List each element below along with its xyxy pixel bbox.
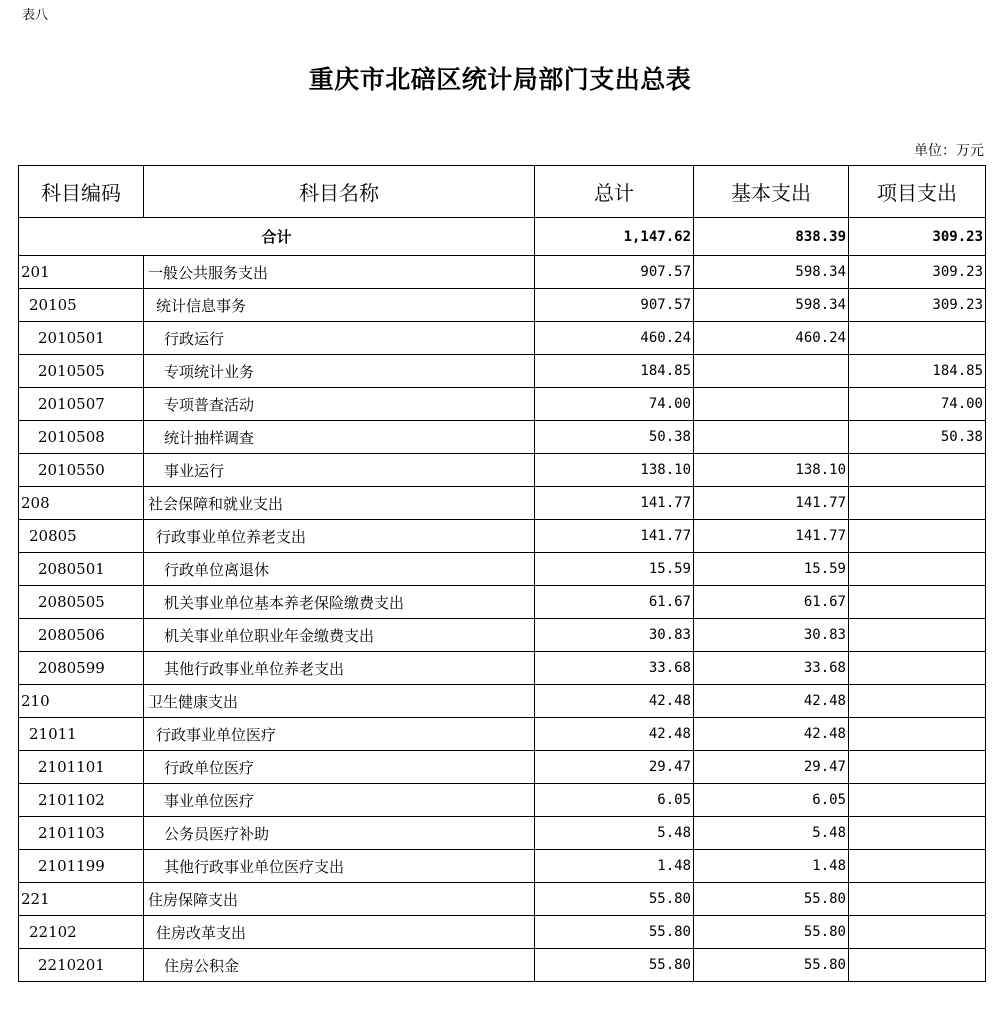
total-cell: 42.48	[535, 718, 694, 751]
name-cell: 住房公积金	[144, 949, 535, 982]
table-row	[19, 850, 986, 883]
project-cell: 309.23	[849, 256, 986, 289]
table-row	[19, 388, 986, 421]
code-cell: 2210201	[19, 949, 144, 982]
project-cell	[849, 685, 986, 718]
basic-cell: 42.48	[694, 718, 849, 751]
basic-cell: 61.67	[694, 586, 849, 619]
project-cell	[849, 619, 986, 652]
total-cell: 184.85	[535, 355, 694, 388]
basic-cell: 141.77	[694, 520, 849, 553]
basic-cell: 29.47	[694, 751, 849, 784]
code-cell: 21011	[19, 718, 144, 751]
header-project: 项目支出	[849, 166, 986, 218]
basic-cell: 15.59	[694, 553, 849, 586]
project-cell	[849, 718, 986, 751]
name-cell: 专项普查活动	[144, 388, 535, 421]
table-row	[19, 916, 986, 949]
project-cell	[849, 949, 986, 982]
table-row	[19, 883, 986, 916]
basic-cell: 1.48	[694, 850, 849, 883]
name-cell: 公务员医疗补助	[144, 817, 535, 850]
name-cell: 行政事业单位养老支出	[144, 520, 535, 553]
table-row	[19, 718, 986, 751]
total-cell: 30.83	[535, 619, 694, 652]
basic-cell: 6.05	[694, 784, 849, 817]
name-cell: 行政单位离退休	[144, 553, 535, 586]
total-total-cell: 1,147.62	[535, 218, 694, 256]
name-cell: 行政单位医疗	[144, 751, 535, 784]
code-cell: 2010505	[19, 355, 144, 388]
basic-cell	[694, 355, 849, 388]
code-cell: 20105	[19, 289, 144, 322]
project-cell	[849, 586, 986, 619]
name-cell: 行政运行	[144, 322, 535, 355]
total-cell: 141.77	[535, 487, 694, 520]
basic-cell: 55.80	[694, 916, 849, 949]
table-row	[19, 322, 986, 355]
basic-cell: 42.48	[694, 685, 849, 718]
project-cell	[849, 553, 986, 586]
table-row	[19, 685, 986, 718]
code-cell: 2010550	[19, 454, 144, 487]
name-cell: 其他行政事业单位医疗支出	[144, 850, 535, 883]
project-cell: 74.00	[849, 388, 986, 421]
table-number-label: 表八	[22, 8, 49, 23]
basic-cell: 5.48	[694, 817, 849, 850]
name-cell: 事业单位医疗	[144, 784, 535, 817]
table-row	[19, 817, 986, 850]
total-cell: 29.47	[535, 751, 694, 784]
project-cell: 50.38	[849, 421, 986, 454]
unit-note: 单位：万元	[914, 143, 984, 159]
total-cell: 15.59	[535, 553, 694, 586]
basic-cell: 141.77	[694, 487, 849, 520]
table-header-row	[19, 166, 986, 218]
name-cell: 机关事业单位职业年金缴费支出	[144, 619, 535, 652]
total-cell: 50.38	[535, 421, 694, 454]
basic-cell: 598.34	[694, 256, 849, 289]
project-cell	[849, 784, 986, 817]
total-cell: 42.48	[535, 685, 694, 718]
table-row	[19, 520, 986, 553]
code-cell: 210	[19, 685, 144, 718]
name-cell: 专项统计业务	[144, 355, 535, 388]
project-cell	[849, 487, 986, 520]
table-row	[19, 949, 986, 982]
basic-cell: 460.24	[694, 322, 849, 355]
total-cell: 460.24	[535, 322, 694, 355]
total-basic-cell: 838.39	[694, 218, 849, 256]
project-cell	[849, 751, 986, 784]
code-cell: 20805	[19, 520, 144, 553]
code-cell: 2101199	[19, 850, 144, 883]
header-name: 科目名称	[144, 166, 535, 218]
code-cell: 2101101	[19, 751, 144, 784]
basic-cell: 55.80	[694, 949, 849, 982]
project-cell	[849, 322, 986, 355]
project-cell	[849, 520, 986, 553]
code-cell: 2101103	[19, 817, 144, 850]
total-cell: 61.67	[535, 586, 694, 619]
basic-cell	[694, 421, 849, 454]
code-cell: 2080505	[19, 586, 144, 619]
table-body	[19, 218, 986, 982]
header-total: 总计	[535, 166, 694, 218]
name-cell: 机关事业单位基本养老保险缴费支出	[144, 586, 535, 619]
total-cell: 55.80	[535, 883, 694, 916]
project-cell: 184.85	[849, 355, 986, 388]
code-cell: 221	[19, 883, 144, 916]
table-row	[19, 652, 986, 685]
table-row	[19, 487, 986, 520]
project-cell	[849, 454, 986, 487]
name-cell: 住房改革支出	[144, 916, 535, 949]
code-cell: 2080599	[19, 652, 144, 685]
name-cell: 社会保障和就业支出	[144, 487, 535, 520]
total-cell: 6.05	[535, 784, 694, 817]
code-cell: 2010507	[19, 388, 144, 421]
total-project-cell: 309.23	[849, 218, 986, 256]
code-cell: 2010508	[19, 421, 144, 454]
total-cell: 55.80	[535, 916, 694, 949]
basic-cell: 598.34	[694, 289, 849, 322]
basic-cell	[694, 388, 849, 421]
project-cell	[849, 652, 986, 685]
name-cell: 统计信息事务	[144, 289, 535, 322]
table-row	[19, 289, 986, 322]
table-row	[19, 421, 986, 454]
expenditure-table-container	[18, 165, 985, 982]
name-cell: 其他行政事业单位养老支出	[144, 652, 535, 685]
project-cell	[849, 883, 986, 916]
code-cell: 22102	[19, 916, 144, 949]
total-cell: 138.10	[535, 454, 694, 487]
name-cell: 事业运行	[144, 454, 535, 487]
code-cell: 2010501	[19, 322, 144, 355]
table-row	[19, 751, 986, 784]
page-title: 重庆市北碚区统计局部门支出总表	[308, 65, 692, 94]
project-cell	[849, 916, 986, 949]
total-cell: 74.00	[535, 388, 694, 421]
project-cell: 309.23	[849, 289, 986, 322]
basic-cell: 138.10	[694, 454, 849, 487]
name-cell: 一般公共服务支出	[144, 256, 535, 289]
table-row	[19, 553, 986, 586]
total-cell: 141.77	[535, 520, 694, 553]
basic-cell: 30.83	[694, 619, 849, 652]
basic-cell: 55.80	[694, 883, 849, 916]
code-cell: 2080506	[19, 619, 144, 652]
total-cell: 55.80	[535, 949, 694, 982]
total-cell: 33.68	[535, 652, 694, 685]
name-cell: 住房保障支出	[144, 883, 535, 916]
project-cell	[849, 850, 986, 883]
basic-cell: 33.68	[694, 652, 849, 685]
project-cell	[849, 817, 986, 850]
code-cell: 208	[19, 487, 144, 520]
name-cell: 行政事业单位医疗	[144, 718, 535, 751]
total-label: 合计	[19, 218, 535, 256]
name-cell: 统计抽样调查	[144, 421, 535, 454]
total-cell: 1.48	[535, 850, 694, 883]
code-cell: 2101102	[19, 784, 144, 817]
table-row	[19, 256, 986, 289]
expenditure-table	[18, 165, 986, 982]
table-row	[19, 454, 986, 487]
header-basic: 基本支出	[694, 166, 849, 218]
total-row	[19, 218, 986, 256]
total-cell: 5.48	[535, 817, 694, 850]
table-row	[19, 586, 986, 619]
code-cell: 2080501	[19, 553, 144, 586]
name-cell: 卫生健康支出	[144, 685, 535, 718]
table-row	[19, 619, 986, 652]
header-code: 科目编码	[19, 166, 144, 218]
table-row	[19, 355, 986, 388]
total-cell: 907.57	[535, 256, 694, 289]
total-cell: 907.57	[535, 289, 694, 322]
code-cell: 201	[19, 256, 144, 289]
table-row	[19, 784, 986, 817]
